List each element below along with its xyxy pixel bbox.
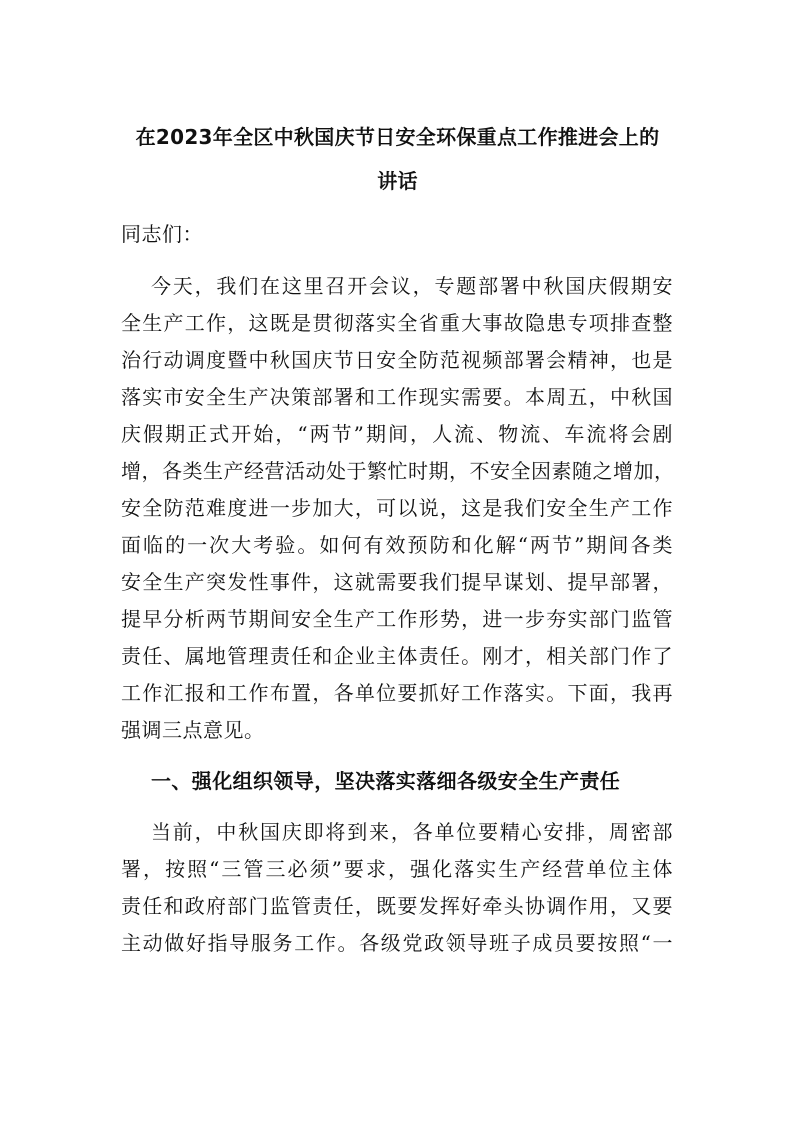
paragraph1-line: 提早分析两节期间安全生产工作形势，进一步夯实部门监管 [121, 607, 673, 631]
salutation: 同志们： [121, 222, 203, 246]
document-title-line1: 在2023年全区中秋国庆节日安全环保重点工作推进会上的 [135, 125, 660, 149]
paragraph2-line: 署，按照“三管三必须”要求，强化落实生产经营单位主体 [121, 857, 673, 881]
document-title-line2: 讲话 [377, 169, 418, 193]
paragraph1-line: 全生产工作，这既是贯彻落实全省重大事故隐患专项排查整 [121, 311, 673, 335]
paragraph1-line: 工作汇报和工作布置，各单位要抓好工作落实。下面，我再 [121, 681, 673, 705]
paragraph1-line: 安全防范难度进一步加大，可以说，这是我们安全生产工作 [121, 496, 673, 520]
paragraph1-line: 落实市安全生产决策部署和工作现实需要。本周五，中秋国 [121, 385, 673, 409]
paragraph1-line: 面临的一次大考验。如何有效预防和化解“两节”期间各类 [121, 533, 673, 557]
paragraph2-line: 当前，中秋国庆即将到来，各单位要精心安排，周密部 [151, 820, 673, 844]
paragraph1-line: 安全生产突发性事件，这就需要我们提早谋划、提早部署， [121, 570, 673, 594]
paragraph1-line: 增，各类生产经营活动处于繁忙时期，不安全因素随之增加， [121, 459, 675, 483]
paragraph1-line: 治行动调度暨中秋国庆节日安全防范视频部署会精神，也是 [121, 348, 673, 372]
paragraph1-line: 今天，我们在这里召开会议，专题部署中秋国庆假期安 [151, 274, 673, 298]
paragraph1-line: 责任、属地管理责任和企业主体责任。刚才，相关部门作了 [121, 644, 673, 668]
paragraph1-line: 庆假期正式开始，“两节”期间，人流、物流、车流将会剧 [121, 422, 673, 446]
paragraph1-line: 强调三点意见。 [121, 718, 265, 742]
paragraph2-line: 主动做好指导服务工作。各级党政领导班子成员要按照“一 [121, 931, 673, 955]
paragraph2-line: 责任和政府部门监管责任，既要发挥好牵头协调作用，又要 [121, 894, 673, 918]
section1-heading: 一、强化组织领导，坚决落实落细各级安全生产责任 [151, 769, 621, 793]
